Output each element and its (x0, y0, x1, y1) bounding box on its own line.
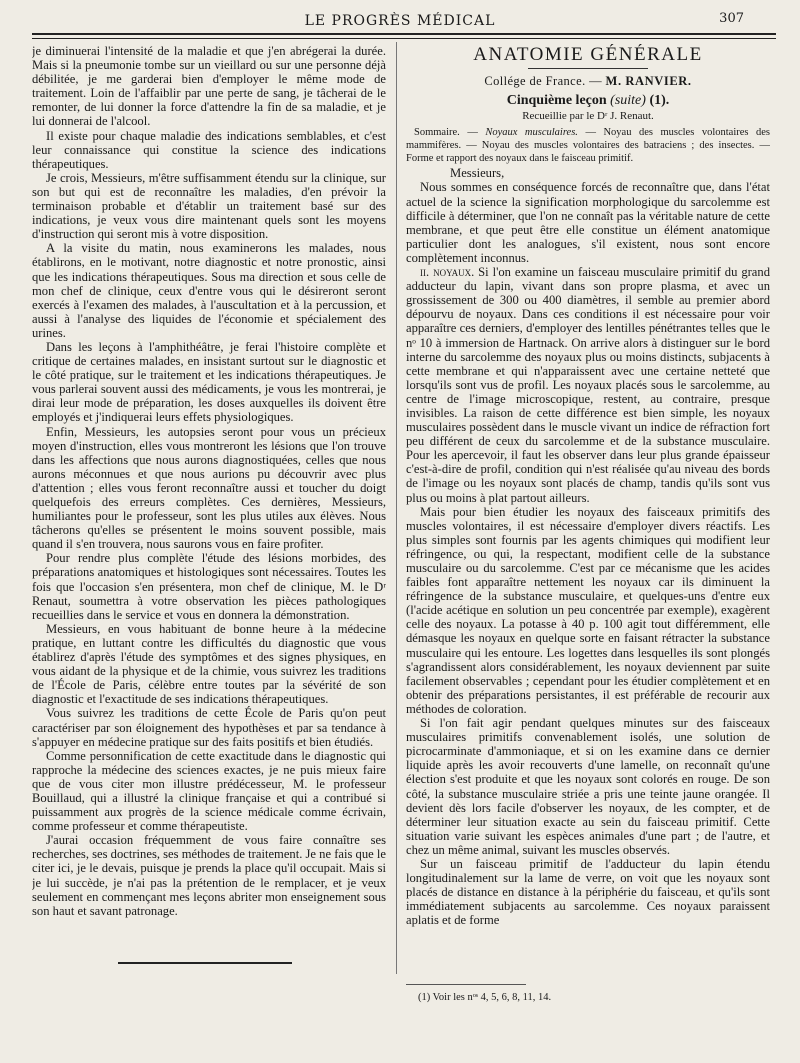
salutation: Messieurs, (450, 166, 505, 181)
footnote-rule (406, 984, 526, 985)
professor-name: M. RANVIER. (605, 74, 692, 88)
summary-label: Sommaire. (414, 127, 460, 138)
paragraph: Si l'on fait agir pendant quelques minutes sur des faisceaux musculaires primitifs convenablement isolés, une solution de picrocarminate d'ammoniaque, et si on les examine dans ce dernier liquide après les avoir recouverts d'une lamelle, on reconnaît qu'une élection s'est produite et que les noyaux sont colorés en rouge. De son côté, la substance musculaire striée a pris une teinte jaune orangée. Il devient dès lors facile d'observer les noyaux, de les compter, et de déterminer leur situation exacte au sein du faisceau primitif. Cette situation varie suivant les espèces animales d'une part ; de l'autre, et chez un même animal, suivant les muscles observés. (406, 716, 770, 857)
recorded-by: Recueillie par le Dʳ J. Renaut. (522, 110, 654, 122)
paragraph: Vous suivrez les traditions de cette École de Paris qu'on peut caractériser par son éloignement des hypothèses et par sa tendance à s'appuyer en médecine pratique sur des faits positifs et bien étudiés. (32, 706, 386, 749)
paragraph: A la visite du matin, nous examinerons les malades, nous établirons, en le motivant, notre diagnostic et notre pronostic, ainsi que les indications thérapeutiques. Sous ma direction et sous celle de mon chef de clinique, ceux d'entre vous qui le désireront seront exercés à l'examen des malades, à l'auscultation et à la percussion, et aussi à l'analyse des liquides de l'économie et spécialement des urines. (32, 241, 386, 340)
paragraph: Nous sommes en conséquence forcés de reconnaître que, dans l'état actuel de la science la signification morphologique du sarcolemme est difficile à déterminer, que l'on ne connaît pas la véritable nature de cette membrane, et que peut être elle constitue un élément anatomique particulier dont les analogues, s'il existent, nous sont encore complètement inconnus. (406, 180, 770, 265)
column-divider (396, 42, 397, 974)
footnote-ref: (1). (649, 93, 670, 108)
dash: — (585, 74, 606, 88)
summary-text: — Noyau des muscles volontaires des mammifères. — Noyau des muscles volontaires des batraciens ; des insectes. — Forme et rapport des noyaux dans le faisceau primitif. (406, 127, 770, 164)
page-number: 307 (719, 11, 744, 26)
left-column (32, 44, 386, 960)
lecture-title: Cinquième leçon (506, 93, 607, 108)
paragraph: Pour rendre plus complète l'étude des lésions morbides, des préparations anatomiques et histologiques sont nécessaires. Toutes les fois que l'occasion s'en présentera, mon chef de clinique, M. le Dʳ Renaut, soumettra à votre observation les pièces pathologiques recueillies dans le service et vous en donnera la démonstration. (32, 551, 386, 622)
subsection-label: ii. noyaux. (420, 265, 475, 280)
paragraph: J'aurai occasion fréquemment de vous faire connaître ses recherches, ses doctrines, ses méthodes de traitement. Je ne fais que le citer ici, je le devais, puisque je prends la place qu'il occupait. Mais si je lui succède, je n'ai pas la prétention de le remplacer, et je veux seulement en commençant mes leçons abriter mon enseignement sous son haut et savant patronage. (32, 833, 386, 918)
paragraph: Mais pour bien étudier les noyaux des faisceaux primitifs des muscles volontaires, il est nécessaire d'employer divers réactifs. Les plus simples sont fournis par les agents chimiques qui modifient leur réfringence, ou qui, la respectant, modifient celle de la substance musculaire ou du sarcolemme. C'est par ce mécanisme que les acides faibles font apparaître nettement les noyaux car ils diminuent la réfringence de la substance musculaire, et quelques-uns d'entre eux (l'acide acétique en solution un peu concentrée par exemple), exagèrent celle des noyaux. La potasse à 40 p. 100 agit tout différemment, elle démasque les noyaux en quelque sorte en faisant rétracter la substance musculaire qui les entoure. Les logettes dans lesquelles ils sont plongés s'agrandissent alors considérablement, les noyaux deviennent par suite facilement observables ; cependant pour les étudier complètement et en obtenir des préparations persistantes, il est préférable de recourir aux méthodes de coloration. (406, 504, 770, 716)
subsection-text: Si l'on examine un faisceau musculaire primitif du grand adducteur du lapin, vivant dans son propre plasma, et avec un grossissement de 300 ou 400 diamètres, il semble au premier abord dépourvu de noyaux. Dans ces conditions il est nécessaire pour voir apparaître ces derniers, d'employer des lentilles pénétrantes telles que le nᵒ 10 à immersion de Hartnack. On arrive alors à distinguer sur le bord interne du sarcolemme des noyaux plus ou moins distincts, subjacents à cette membrane et qui n'apparaissent avec une certaine netteté que lorsqu'ils sont vus de profil. Les noyaux placés sous le sarcolemme, au centre de l'image microscopique, restent, au contraire, presque invisibles. La raison de cette différence est bien simple, les noyaux musculaires possèdent dans le muscle vivant un indice de réfraction fort peu différent de ceux du sarcolemme et de la substance musculaire. Pour les apercevoir, il faut les observer dans leur plus grande épaisseur c'est-à-dire de profil, condition qui n'est réalisée qu'au niveau des bords de l'image ou les noyaux sont placés de champ, tandis qu'ils sont vus plus ou moins à plat partout ailleurs. (406, 265, 770, 505)
paragraph: Messieurs, en vous habituant de bonne heure à la médecine pratique, en luttant contre les difficultés du diagnostic que vous établirez d'après l'étude des symptômes et des signes physiques, en vous aidant de la physique et de la chimie, vous suivrez les traditions de l'École de Paris, célèbre entre toutes par la sévérité de son diagnostic et l'exactitude de ses indications thérapeutiques. (32, 621, 386, 707)
journal-title: LE PROGRÈS MÉDICAL (304, 13, 496, 29)
paragraph: Dans les leçons à l'amphithéâtre, je ferai l'histoire complète et critique de certaines malades, en insistant surtout sur le diagnostic et le côté pratique, sur le traitement et les indications thérapeutiques. Je vous parlerai souvent aussi des médicaments, je vous les montrerai, je dirai leur mode de préparation, les doses auxquelles ils doivent être employés et j'indiquerai leurs effets physiologiques. (32, 339, 386, 425)
paragraph: Je crois, Messieurs, m'être suffisamment étendu sur la clinique, sur son but qui est de reconnaître les maladies, d'en prévoir la terminaison probable et d'établir un traitement basé sur des indications, je veux vous dire maintenant quels sont les moyens d'instruction qui seront mis à votre disposition. (32, 170, 386, 242)
summary: Sommaire. — Noyaux musculaires. — Noyau des muscles volontaires des mammifères. — Noyau des muscles volontaires des batraciens ; des insectes. — Forme et rapport des noyaux dans le faisceau primitif. (406, 127, 770, 164)
section-title: ANATOMIE GÉNÉRALE (473, 44, 703, 65)
paragraph: Comme personnification de cette exactitude dans le diagnostic qui rapproche la médecine des sciences exactes, je ne puis mieux faire que de vous citer mon illustre prédécesseur, M. le professeur Bouillaud, qui a illustré la clinique française et qui a contribué si puissamment aux progrès de la science médicale comme écrivain, comme professeur et comme thérapeutiste. (32, 748, 386, 834)
end-of-article-rule (118, 962, 292, 964)
header-rule-thin (32, 38, 776, 39)
footnote: (1) Voir les nᵒˢ 4, 5, 6, 8, 11, 14. (418, 992, 552, 1003)
lecture-heading (406, 92, 770, 109)
lecture-venue (406, 73, 770, 89)
paragraph: Enfin, Messieurs, les autopsies seront pour vous un précieux moyen d'instruction, elles vous montreront les lésions que l'on trouve dans les affections que nous aurons diagnostiquées, celles que nous aurons méconnues et que nous aurions pu découvrir avec plus d'attention ; elles vous feront reconnaître aussi et toucher du doigt quelquefois des erreurs complètes. Ces dernières, Messieurs, humiliantes pour le professeur, sont les plus utiles aux élèves. Nous tâcherons qu'elles se présentent le moins souvent possible, mais quand il s'en trouvera, nous saurons vous en faire profiter. (32, 424, 386, 552)
header-rule-thick (32, 33, 776, 35)
paragraph: Sur un faisceau primitif de l'adducteur du lapin étendu longitudinalement sur la lame de verre, on voit que les noyaux sont placés de distance en distance à la périphérie du faisceau, et qu'ils sont immédiatement subjacents au sarcolemme. Ces noyaux paraissent aplatis et de forme (406, 856, 770, 928)
college-name: Collége de France. (484, 74, 586, 88)
summary-lead: Noyaux musculaires. (485, 127, 578, 138)
paragraph (406, 265, 770, 505)
lecture-suite: (suite) (610, 93, 646, 108)
paragraph: Il existe pour chaque maladie des indications semblables, et c'est leur connaissance qui constitue la science des indications thérapeutiques. (32, 128, 386, 171)
right-column (406, 44, 770, 984)
section-title-rule (528, 68, 648, 69)
paragraph: je diminuerai l'intensité de la maladie et que j'en abrégerai la durée. Mais si la pneumonie tombe sur un vieillard ou sur une personne déjà débilitée, je me garderai bien d'employer le même mode de traitement. Loin de l'affaiblir par une perte de sang, je tâcherai de le remonter, de lui donner la force d'attendre la fin de sa maladie, et je lui donnerai de l'alcool. (32, 44, 386, 129)
